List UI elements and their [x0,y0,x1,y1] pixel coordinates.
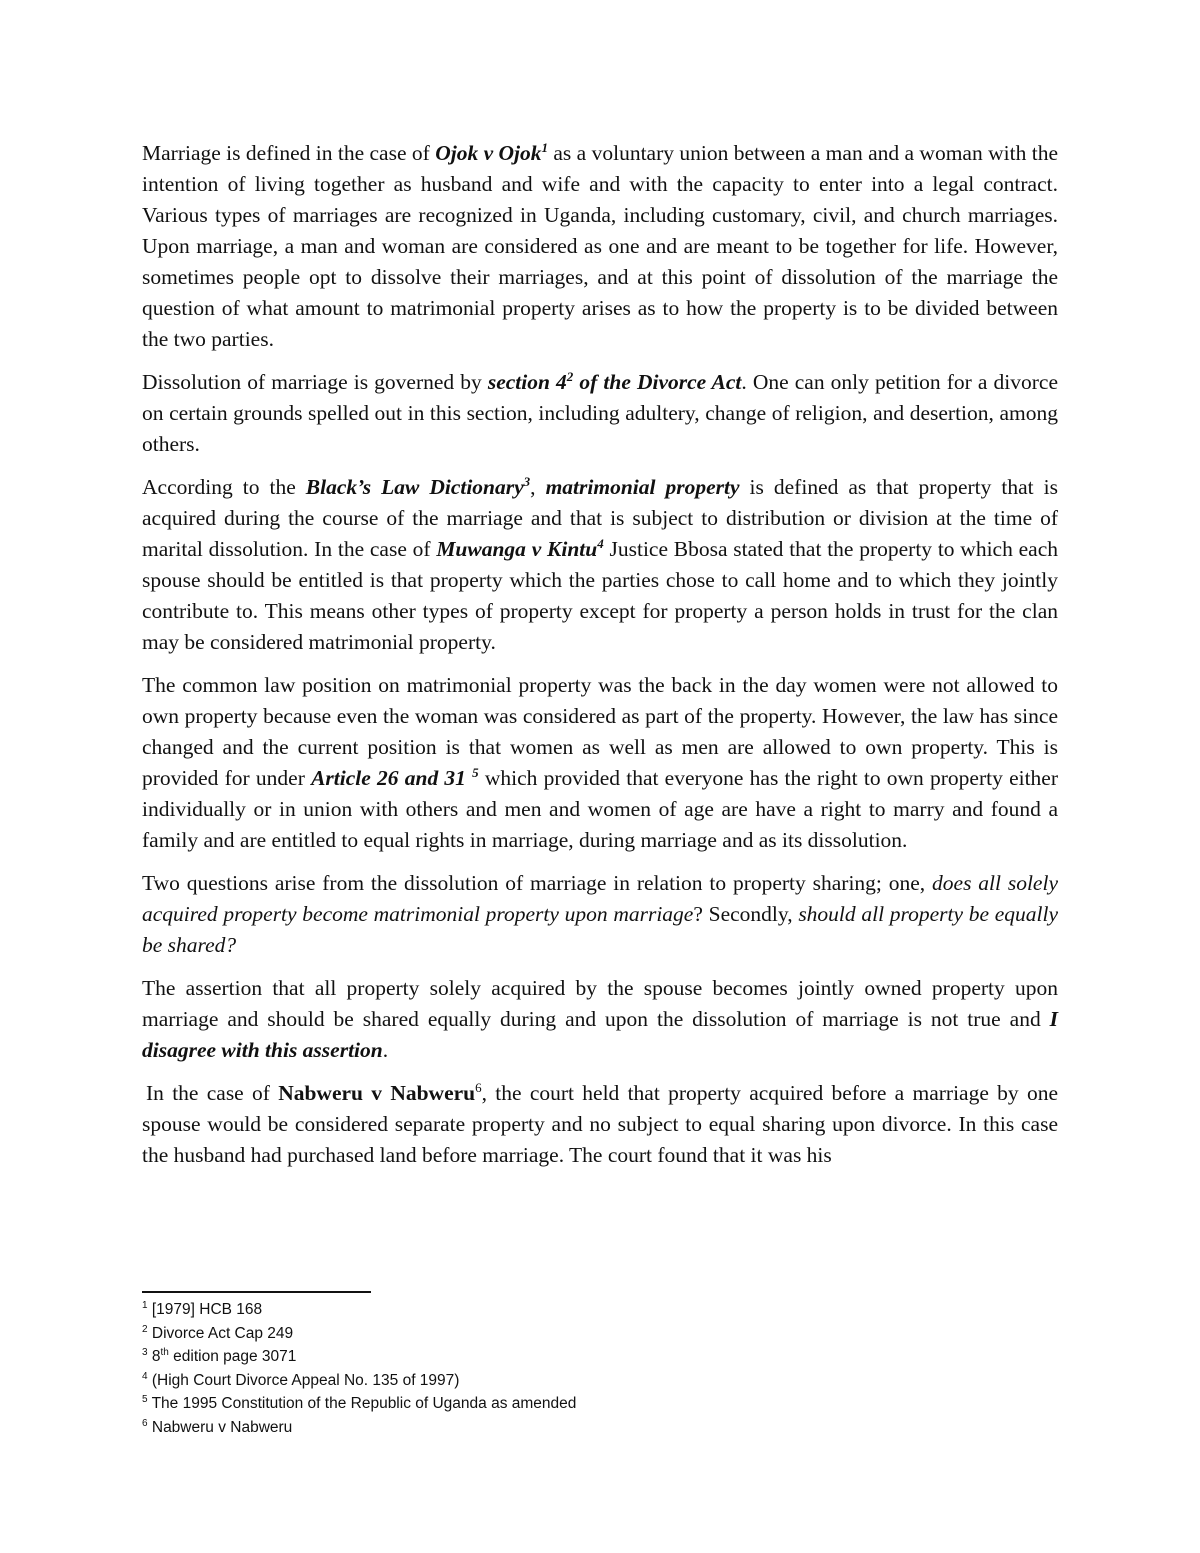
text-run: , the court held that property acquired before a marriage by one spouse would be considered separate property and no subject to equal sharing upon divorce. In this case the husband had purchased land before marriage. The court found that it was his [142,1081,1058,1167]
text-run: Two questions arise from the dissolution of marriage in relation to property sharing; one, [142,871,933,895]
case-citation-nabweru: Nabweru v Nabweru [278,1081,476,1105]
footnote-text: Nabweru v Nabweru [147,1418,293,1436]
constitution-article: Article 26 and 31 [311,766,473,790]
dictionary-citation: Black’s Law Dictionary [305,475,524,499]
paragraph-common-law-position [142,670,1058,856]
footnote-5 [142,1392,842,1416]
footnote-number: 1 [142,1299,148,1311]
question-two: should all property be equally be shared? [142,902,1058,957]
footnote-text: Divorce Act Cap 249 [147,1324,294,1342]
text-run: which provided that everyone has the right to own property either individually or in union with others and men and women of age are have a right to marry and found a family and are entitled to equal rights in marriage, during marriage and as its dissolution. [142,766,1059,852]
text-run: In the case of [146,1081,279,1105]
footnote-number: 4 [142,1370,148,1382]
ordinal-suffix: th [160,1346,169,1358]
text-run: The assertion that all property solely acquired by the spouse becomes jointly owned property upon marriage and should be shared equally during and upon the dissolution of marriage is not true and [142,976,1058,1031]
footnote-ref-5[interactable]: 5 [472,764,479,780]
footnote-ref-6[interactable]: 6 [475,1079,482,1095]
text-run: ? Secondly, [693,902,799,926]
footnote-text: edition page 3071 [168,1348,297,1365]
footnote-3 [142,1345,842,1369]
footnote-number: 2 [142,1323,148,1335]
footnote-4 [142,1369,842,1393]
footnote-2 [142,1322,842,1346]
footnote-text: The 1995 Constitution of the Republic of Uganda as amended [147,1395,577,1412]
footnote-1 [142,1298,842,1322]
paragraph-matrimonial-property-definition [142,472,1058,658]
paragraph-marriage-definition [142,138,1058,355]
footnote-ref-2[interactable]: 2 [566,368,574,384]
text-run: The common law position on matrimonial property was the back in the day women were not allowed to own property because even the woman was considered as part of the property. However, the law has since changed and the current position is that women as well as men are allowed to own property. This is provided for under [142,673,1058,790]
text-run: . [382,1038,389,1062]
text-run: Dissolution of marriage is governed by [142,370,488,394]
text-run: as a voluntary union between a man and a woman with the intention of living together as husband and wife and with the capacity to enter into a legal contract. Various types of marriages are recognized in Uganda, including customary, civil, and church marriages. Upon marriage, a man and woman are considered as one and are meant to be together for life. However, sometimes people opt to dissolve their marriages, and at this point of dissolution of the marriage the question of what amount to matrimonial property arises as to how the property is to be divided between the two parties. [142,141,1058,351]
footnote-text: 8 [147,1348,161,1365]
text-run: is defined as that property that is acquired during the course of the marriage and that is subject to distribution or division at the time of marital dissolution. In the case of [142,475,1058,561]
text-run: . One can only petition for a divorce on certain grounds spelled out in this section, including adultery, change of religion, and desertion, among others. [142,370,1059,456]
emphasized-disagreement: I disagree with this assertion [142,1007,1058,1062]
footnote-separator [142,1291,371,1293]
paragraph-dissolution [142,367,1058,460]
footnote-number: 5 [142,1393,148,1405]
footnote-text: (High Court Divorce Appeal No. 135 of 1997) [147,1371,460,1389]
case-citation-muwanga: Muwanga v Kintu [436,537,598,561]
footnote-number: 3 [142,1346,148,1358]
footnotes [142,1298,842,1439]
footnote-6 [142,1416,842,1440]
statute-section: section 4 [487,370,567,394]
paragraph-nabweru-case [142,1078,1058,1171]
document-body [142,138,1058,1183]
text-run: Justice Bbosa stated that the property to which each spouse should be entitled is that property which the parties chose to call home and to which they jointly contribute to. This means other types of property except for property a person holds in trust for the clan may be considered matrimonial property. [142,537,1058,654]
defined-term: matrimonial property [545,475,740,499]
text-run: , [530,475,546,499]
text-run: According to the [142,475,306,499]
footnote-ref-3[interactable]: 3 [523,473,531,489]
footnote-number: 6 [142,1417,148,1429]
footnote-ref-4[interactable]: 4 [597,535,604,551]
footnote-text: [1979] HCB 168 [147,1301,263,1318]
statute-name: of the Divorce Act [573,370,742,394]
text-run: Marriage is defined in the case of [142,141,436,165]
footnote-ref-1[interactable]: 1 [541,139,548,155]
case-citation-ojok: Ojok v Ojok [435,141,542,165]
paragraph-assertion [142,973,1058,1066]
paragraph-two-questions [142,868,1058,961]
question-one: does all solely acquired property become matrimonial property upon marriage [142,871,1058,926]
